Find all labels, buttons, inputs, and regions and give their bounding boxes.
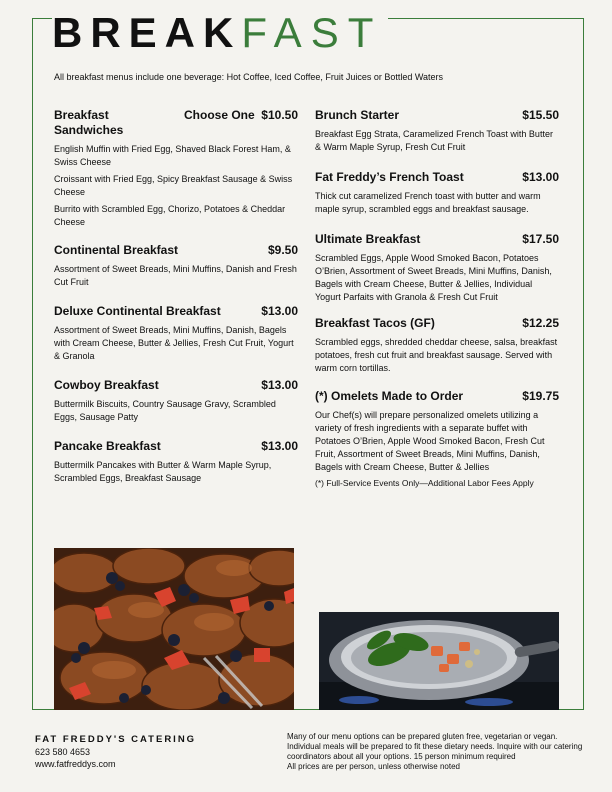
- item-header: [315, 389, 559, 404]
- item-description: Buttermilk Pancakes with Butter & Warm Maple Syrup, Scrambled Eggs, Breakfast Sausage: [54, 460, 272, 483]
- item-header: [315, 108, 559, 123]
- title-green-part: FAST: [241, 9, 383, 56]
- full-service-note: (*) Full-Service Events Only—Additional Labor Fees Apply: [315, 478, 534, 488]
- item-description: Buttermilk Biscuits, Country Sausage Gravy, Scrambled Eggs, Sausage Patty: [54, 399, 276, 422]
- left-menu-column: [54, 108, 298, 497]
- item-price: $12.25: [522, 316, 559, 330]
- item-description: Scrambled Eggs, Apple Wood Smoked Bacon, Potatoes O’Brien, Assortment of Sweet Breads, Mini Muffins, Danish, Bagels with Cream Cheese, Butter & Jellies, Individual Yogurt Parfaits with Granola & Fresh Cut Fruit: [315, 253, 552, 302]
- menu-item-omelets: [315, 389, 559, 489]
- item-description: Assortment of Sweet Breads, Mini Muffins, Danish, Bagels with Cream Cheese, Butter & Jellies, Fresh Cut Fruit, Yogurt & Granola: [54, 325, 294, 361]
- item-name: Breakfast Tacos (GF): [315, 316, 435, 330]
- item-name: Breakfast Sandwiches: [54, 108, 124, 137]
- item-header: [315, 170, 559, 185]
- item-name: Ultimate Breakfast: [315, 232, 421, 246]
- menu-item-cowboy: [54, 378, 298, 424]
- company-name: FAT FREDDY'S CATERING: [35, 734, 197, 745]
- footer-disclaimer: [287, 732, 583, 772]
- item-name: Cowboy Breakfast: [54, 378, 159, 392]
- item-name: Continental Breakfast: [54, 243, 179, 257]
- item-price: $17.50: [522, 232, 559, 246]
- menu-item-french-toast: [315, 170, 559, 216]
- item-name: Fat Freddy’s French Toast: [315, 170, 464, 184]
- menu-item-breakfast-tacos: [315, 316, 559, 375]
- sandwich-option: English Muffin with Fried Egg, Shaved Black Forest Ham, & Swiss Cheese: [54, 144, 291, 167]
- omelet-pan-photo: [319, 612, 559, 710]
- menu-item-breakfast-sandwiches: [54, 108, 298, 229]
- sandwich-option: Croissant with Fried Egg, Spicy Breakfast Sausage & Swiss Cheese: [54, 174, 293, 197]
- sandwich-option: Burrito with Scrambled Egg, Chorizo, Potatoes & Cheddar Cheese: [54, 204, 286, 227]
- menu-item-deluxe-continental: [54, 304, 298, 363]
- choose-one-label: Choose One: [184, 108, 255, 122]
- item-header: [54, 304, 298, 319]
- dietary-note: Many of our menu options can be prepared gluten free, vegetarian or vegan. Individual meals will be prepared to fit these dietary needs. Inquire with our catering coordinators about all your options. 15 person minimum required: [287, 732, 583, 761]
- menu-item-continental: [54, 243, 298, 289]
- item-description: Our Chef(s) will prepare personalized omelets utilizing a variety of fresh ingredients with a separate buffet with Potatoes O’Brien, Apple Wood Smoked Bacon, Fresh Cut Fruit, Assortment of Sweet Breads, Mini Muffins, Danish, Bagels with Cream Cheese, Butter & Jellies: [315, 410, 545, 472]
- right-menu-column: [315, 108, 559, 501]
- item-description: Breakfast Egg Strata, Caramelized French Toast with Butter & Warm Maple Syrup, Fresh Cut Fruit: [315, 129, 553, 152]
- menu-item-pancake: [54, 439, 298, 485]
- item-price: $13.00: [261, 304, 298, 318]
- phone-number: 623 580 4653: [35, 747, 91, 757]
- item-price: $10.50: [261, 108, 298, 122]
- item-header: [54, 243, 298, 258]
- menu-item-ultimate: [315, 232, 559, 304]
- french-toast-illustration: [54, 548, 294, 710]
- beverage-note: All breakfast menus include one beverage: Hot Coffee, Iced Coffee, Fruit Juices or Bottled Waters: [54, 72, 444, 82]
- item-description: Assortment of Sweet Breads, Mini Muffins, Danish and Fresh Cut Fruit: [54, 264, 297, 287]
- item-name: Deluxe Continental Breakfast: [54, 304, 221, 318]
- item-price: $13.00: [522, 170, 559, 184]
- item-price: $15.50: [522, 108, 559, 122]
- item-price: $13.00: [261, 439, 298, 453]
- item-name: (*) Omelets Made to Order: [315, 389, 464, 403]
- item-name: Brunch Starter: [315, 108, 400, 122]
- item-header: [54, 439, 298, 454]
- item-header: [315, 232, 559, 247]
- title-dark-part: BREAK: [52, 9, 242, 56]
- item-price: $9.50: [267, 243, 298, 257]
- item-description: Scrambled eggs, shredded cheddar cheese, salsa, breakfast potatoes, fresh cut fruit and breakfast sausage. Served with warm corn tortillas.: [315, 337, 558, 373]
- french-toast-photo: [54, 548, 294, 710]
- item-price: $13.00: [261, 378, 298, 392]
- page-title: [52, 10, 388, 56]
- item-header: [54, 378, 298, 393]
- item-name: Pancake Breakfast: [54, 439, 161, 453]
- item-header: [315, 316, 559, 331]
- item-price: $19.75: [522, 389, 559, 403]
- footer-contact: [35, 733, 196, 770]
- website-link[interactable]: www.fatfreddys.com: [35, 759, 116, 769]
- menu-item-brunch-starter: [315, 108, 559, 154]
- item-header: [54, 108, 298, 138]
- pricing-note: All prices are per person, unless otherwise noted: [287, 762, 460, 771]
- omelet-pan-illustration: [319, 612, 559, 710]
- item-description: Thick cut caramelized French toast with butter and warm maple syrup, scrambled eggs and breakfast sausage.: [315, 191, 541, 214]
